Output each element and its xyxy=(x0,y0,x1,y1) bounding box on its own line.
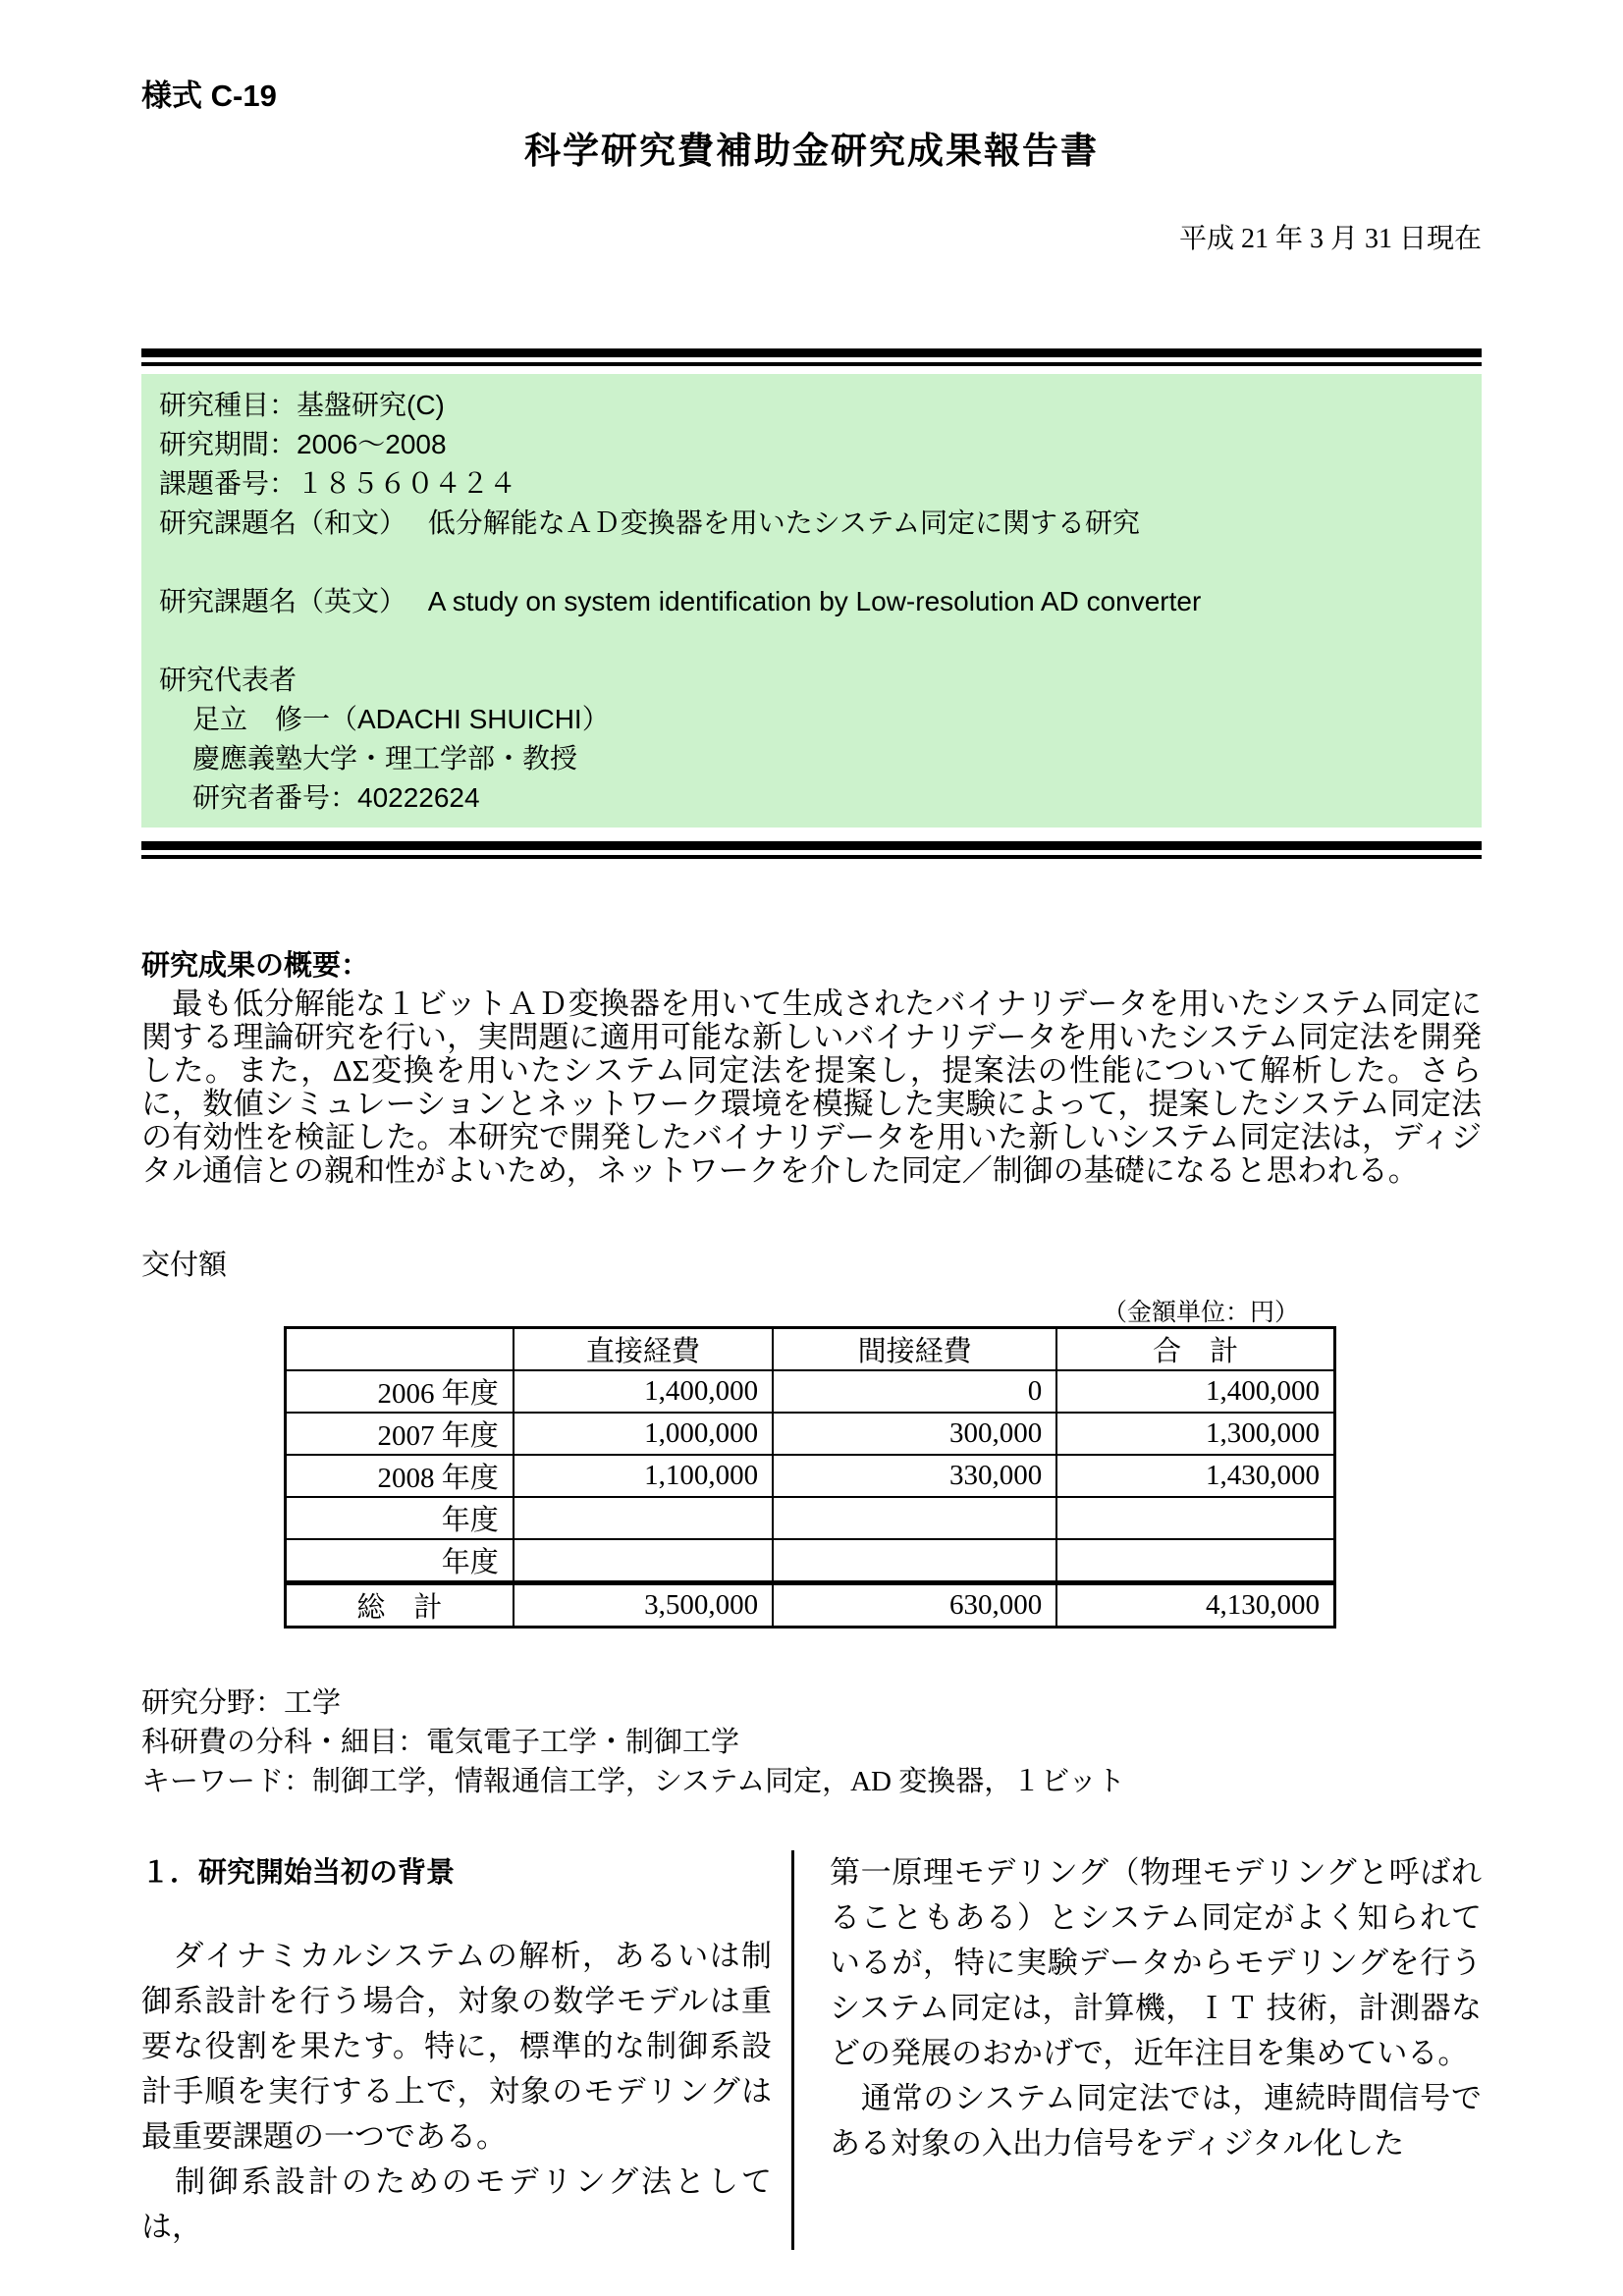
grant-table xyxy=(284,1326,1336,1629)
table-row xyxy=(286,1583,1335,1628)
cell-total: 4,130,000 xyxy=(1056,1583,1334,1628)
date-line: 平成 21 年 3 月 31 日現在 xyxy=(1178,224,1482,254)
left-paragraph-1: ダイナミカルシステムの解析，あるいは制御系設計を行う場合，対象の数学モデルは重要な役割を果たす。特に，標準的な制御系設計手順を実行する上で，対象のモデリングは最重要課題の一つである。 xyxy=(141,1939,772,2154)
grant-heading: 交付額 xyxy=(141,1250,228,1281)
table-row xyxy=(286,1370,1335,1413)
research-period-line: 研究期間：2006～2008 xyxy=(159,429,447,459)
cell-label: 年度 xyxy=(286,1497,514,1539)
pi-heading-line: 研究代表者 xyxy=(159,665,298,695)
top-double-rule xyxy=(141,348,1482,366)
cell-indirect xyxy=(773,1539,1056,1583)
col-header-indirect: 間接経費 xyxy=(773,1328,1056,1371)
unit-note: （金額単位：円） xyxy=(1102,1300,1299,1326)
page-title: 科学研究費補助金研究成果報告書 xyxy=(524,131,1099,171)
left-column xyxy=(141,1850,791,2250)
research-category-line: 研究種目：基盤研究(C) xyxy=(159,390,445,420)
grant-table-body xyxy=(286,1370,1335,1628)
bottom-double-rule xyxy=(141,841,1482,859)
cell-label: 2007 年度 xyxy=(286,1413,514,1455)
cell-label: 総 計 xyxy=(286,1583,514,1628)
cell-indirect: 630,000 xyxy=(773,1583,1056,1628)
pi-name-line: 足立 修一（ADACHI SHUICHI） xyxy=(192,704,610,734)
section1-heading: １．研究開始当初の背景 xyxy=(141,1857,456,1889)
right-paragraph-1: 第一原理モデリング（物理モデリングと呼ばれることもある）とシステム同定がよく知られているが，特に実験データからモデリングを行うシステム同定は，計算機，ＩＴ 技術，計測器などの発展のおかげで，近年注目を集めている。 xyxy=(830,1855,1482,2070)
cell-direct: 1,400,000 xyxy=(514,1370,773,1413)
summary-heading: 研究成果の概要： xyxy=(141,950,370,982)
meta-field-line: 研究分野：工学 xyxy=(141,1687,342,1719)
project-title-ja-line: 研究課題名（和文） 低分解能なＡＤ変換器を用いたシステム同定に関する研究 xyxy=(159,507,1140,538)
info-box xyxy=(141,374,1482,828)
form-code: 様式 C-19 xyxy=(141,79,277,113)
table-row xyxy=(286,1413,1335,1455)
cell-total: 1,400,000 xyxy=(1056,1370,1334,1413)
table-row xyxy=(286,1497,1335,1539)
right-paragraph-2: 通常のシステム同定法では，連続時間信号である対象の入出力信号をディジタル化した xyxy=(830,2081,1482,2161)
cell-indirect: 300,000 xyxy=(773,1413,1056,1455)
summary-text: 最も低分解能な１ビットＡＤ変換器を用いて生成されたバイナリデータを用いたシステム同定に関する理論研究を行い，実問題に適用可能な新しいバイナリデータを用いたシステム同定法を開発した。また，ΔΣ変換を用いたシステム同定法を提案し，提案法の性能について解析した。さらに，数値シミュレーションとネットワーク環境を模擬した実験によって，提案したシステム同定法の有効性を検証した。本研究で開発したバイナリデータを用いた新しいシステム同定法は，ディジタル通信との親和性がよいため，ネットワークを介した同定／制御の基礎になると思われる。 xyxy=(141,987,1482,1188)
pi-number-line: 研究者番号：40222624 xyxy=(192,782,480,813)
cell-total xyxy=(1056,1539,1334,1583)
cell-direct xyxy=(514,1539,773,1583)
meta-keywords-line: キーワード：制御工学，情報通信工学，システム同定，AD 変換器，１ビット xyxy=(141,1766,1126,1797)
cell-indirect: 0 xyxy=(773,1370,1056,1413)
meta-discipline-line: 科研費の分科・細目：電気電子工学・制御工学 xyxy=(141,1727,740,1758)
col-header-year xyxy=(286,1328,514,1371)
cell-total: 1,300,000 xyxy=(1056,1413,1334,1455)
left-paragraph-2: 制御系設計のためのモデリング法としては， xyxy=(141,2164,772,2244)
table-row xyxy=(286,1455,1335,1497)
cell-direct: 1,100,000 xyxy=(514,1455,773,1497)
project-number-line: 課題番号：１８５６０４２４ xyxy=(159,468,517,499)
cell-label: 年度 xyxy=(286,1539,514,1583)
right-column xyxy=(794,1850,1482,2250)
project-title-en-line: 研究課題名（英文） A study on system identification by Low-resolution AD converter xyxy=(159,586,1202,616)
pi-affiliation-line: 慶應義塾大学・理工学部・教授 xyxy=(192,743,578,774)
cell-label: 2006 年度 xyxy=(286,1370,514,1413)
cell-indirect: 330,000 xyxy=(773,1455,1056,1497)
cell-direct xyxy=(514,1497,773,1539)
cell-indirect xyxy=(773,1497,1056,1539)
cell-direct: 3,500,000 xyxy=(514,1583,773,1628)
table-header-row xyxy=(286,1328,1335,1371)
col-header-direct: 直接経費 xyxy=(514,1328,773,1371)
cell-label: 2008 年度 xyxy=(286,1455,514,1497)
cell-direct: 1,000,000 xyxy=(514,1413,773,1455)
table-row xyxy=(286,1539,1335,1583)
col-header-total: 合 計 xyxy=(1056,1328,1334,1371)
cell-total xyxy=(1056,1497,1334,1539)
cell-total: 1,430,000 xyxy=(1056,1455,1334,1497)
